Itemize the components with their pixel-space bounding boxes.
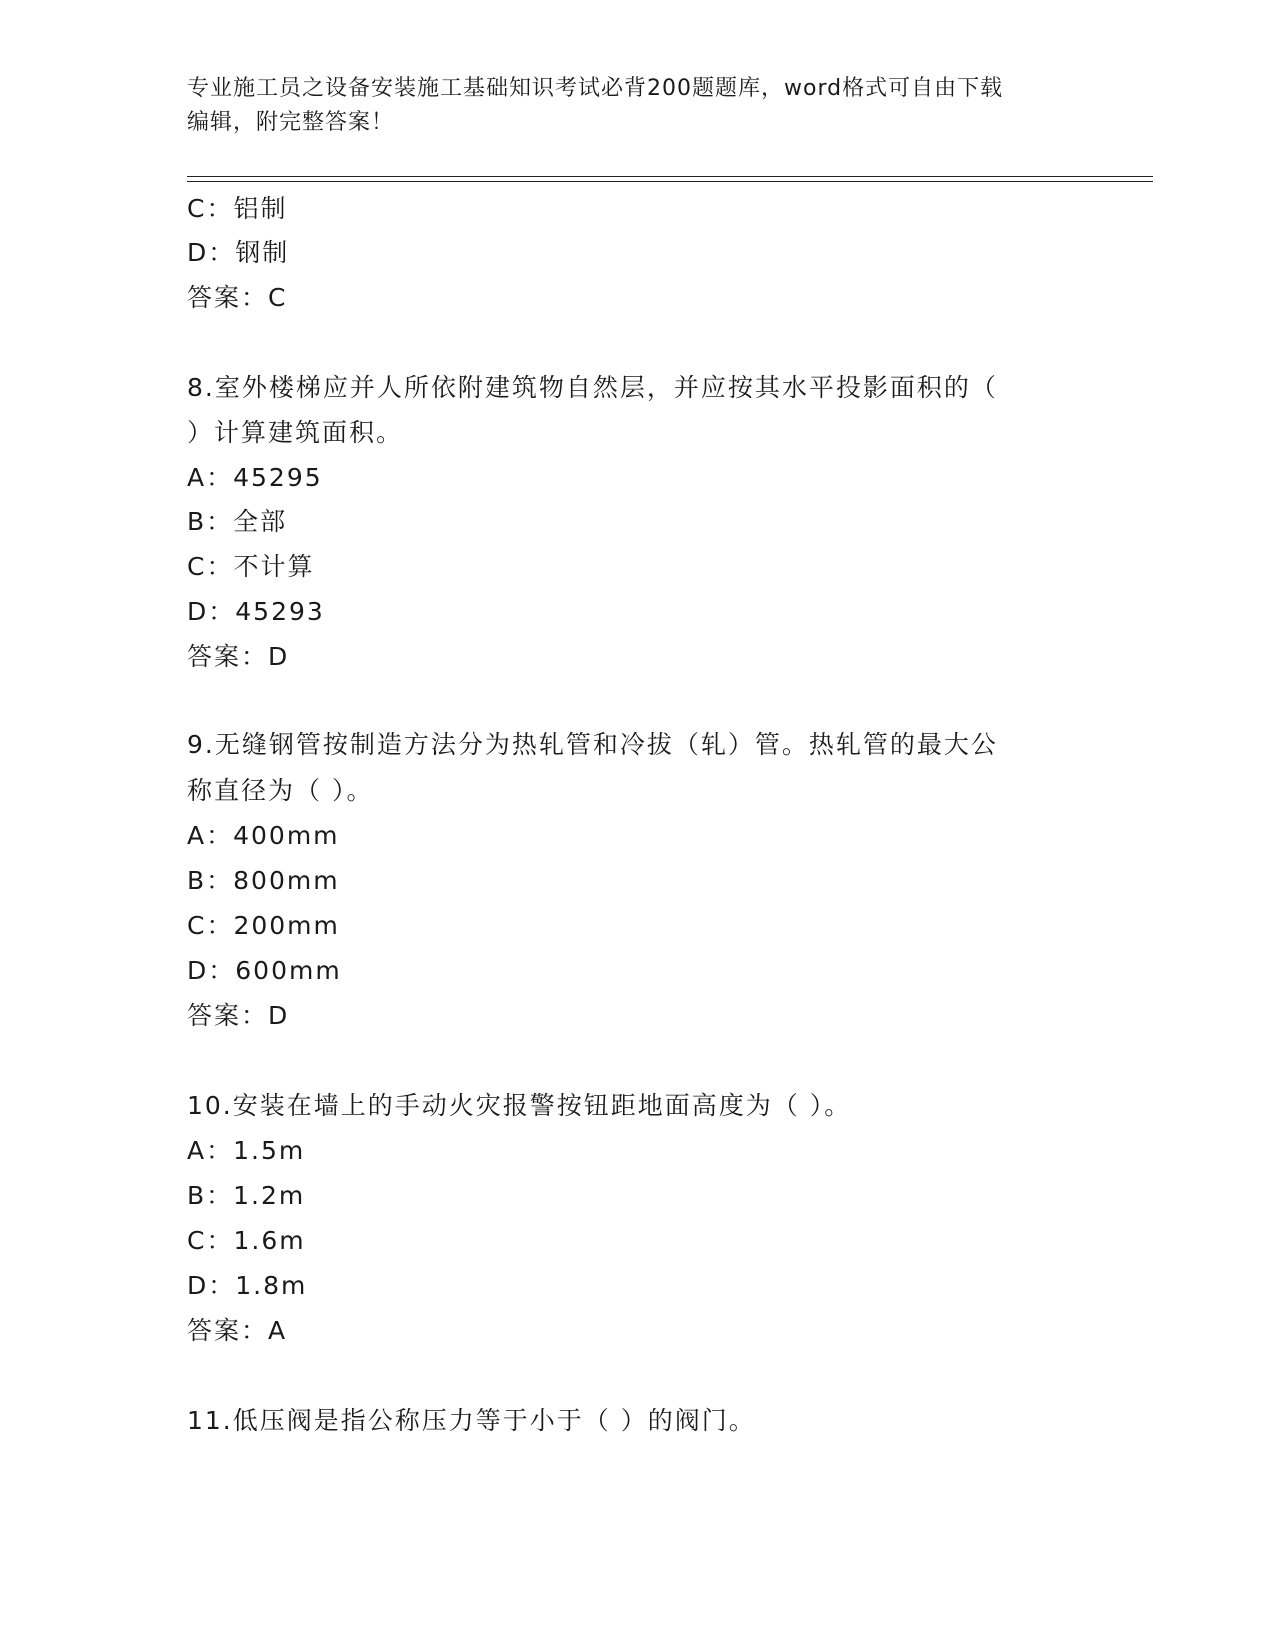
option-label: B： [187, 1181, 234, 1210]
option-text: 1.6m [233, 1226, 306, 1255]
option-text: 1.2m [233, 1181, 306, 1210]
option-label: D： [187, 956, 236, 985]
q7-option-c [187, 194, 287, 224]
option-text: 铝制 [233, 194, 288, 223]
q7-answer: 答案：C [187, 283, 288, 312]
option-text: 200mm [233, 911, 340, 940]
option-text: 800mm [233, 866, 340, 895]
q10-option-a [187, 1136, 305, 1166]
q10-option-d [187, 1271, 307, 1301]
q11-stem-line1: 11.低压阀是指公称压力等于小于（ ）的阀门。 [187, 1406, 756, 1435]
q8-stem-line2: ）计算建筑面积。 [187, 418, 404, 447]
header-title-line1: 专业施工员之设备安装施工基础知识考试必背200题题库，word格式可自由下载 [187, 76, 1004, 101]
q10-stem-line1: 10.安装在墙上的手动火灾报警按钮距地面高度为（ ）。 [187, 1091, 852, 1120]
option-label: C： [187, 1226, 234, 1255]
option-text: 1.5m [233, 1136, 306, 1165]
q8-answer: 答案：D [187, 642, 290, 671]
option-label: A： [187, 1136, 234, 1165]
q9-stem-line1: 9.无缝钢管按制造方法分为热轧管和冷拔（轧）管。热轧管的最大公 [187, 730, 998, 759]
q9-option-a [187, 821, 340, 851]
q8-option-a [187, 463, 323, 493]
q8-option-d [187, 597, 325, 627]
q10-option-c [187, 1226, 306, 1256]
q10-answer: 答案：A [187, 1316, 288, 1345]
option-text: 全部 [233, 507, 288, 536]
q9-stem-line2: 称直径为（ ）。 [187, 776, 374, 805]
option-label: D： [187, 238, 236, 267]
option-label: B： [187, 507, 234, 536]
option-label: D： [187, 597, 236, 626]
option-text: 45295 [233, 463, 323, 492]
q8-option-c [187, 552, 314, 582]
document-header [187, 72, 1087, 140]
q9-option-d [187, 956, 342, 986]
option-text: 600mm [235, 956, 342, 985]
option-label: A： [187, 463, 234, 492]
option-text: 钢制 [235, 238, 290, 267]
option-text: 不计算 [233, 552, 315, 581]
option-text: 400mm [233, 821, 340, 850]
option-label: A： [187, 821, 234, 850]
q7-option-d [187, 238, 289, 268]
q9-option-b [187, 866, 340, 896]
q9-option-c [187, 911, 340, 941]
option-label: C： [187, 552, 234, 581]
option-label: C： [187, 194, 234, 223]
option-text: 1.8m [235, 1271, 308, 1300]
q10-option-b [187, 1181, 305, 1211]
header-title-line2: 编辑，附完整答案！ [187, 110, 395, 135]
q9-answer: 答案：D [187, 1001, 290, 1030]
header-divider-top [187, 176, 1153, 177]
option-text: 45293 [235, 597, 325, 626]
option-label: D： [187, 1271, 236, 1300]
option-label: C： [187, 911, 234, 940]
header-divider-bottom [187, 181, 1153, 182]
q8-option-b [187, 507, 287, 537]
q8-stem-line1: 8.室外楼梯应并人所依附建筑物自然层，并应按其水平投影面积的（ [187, 373, 998, 402]
option-label: B： [187, 866, 234, 895]
